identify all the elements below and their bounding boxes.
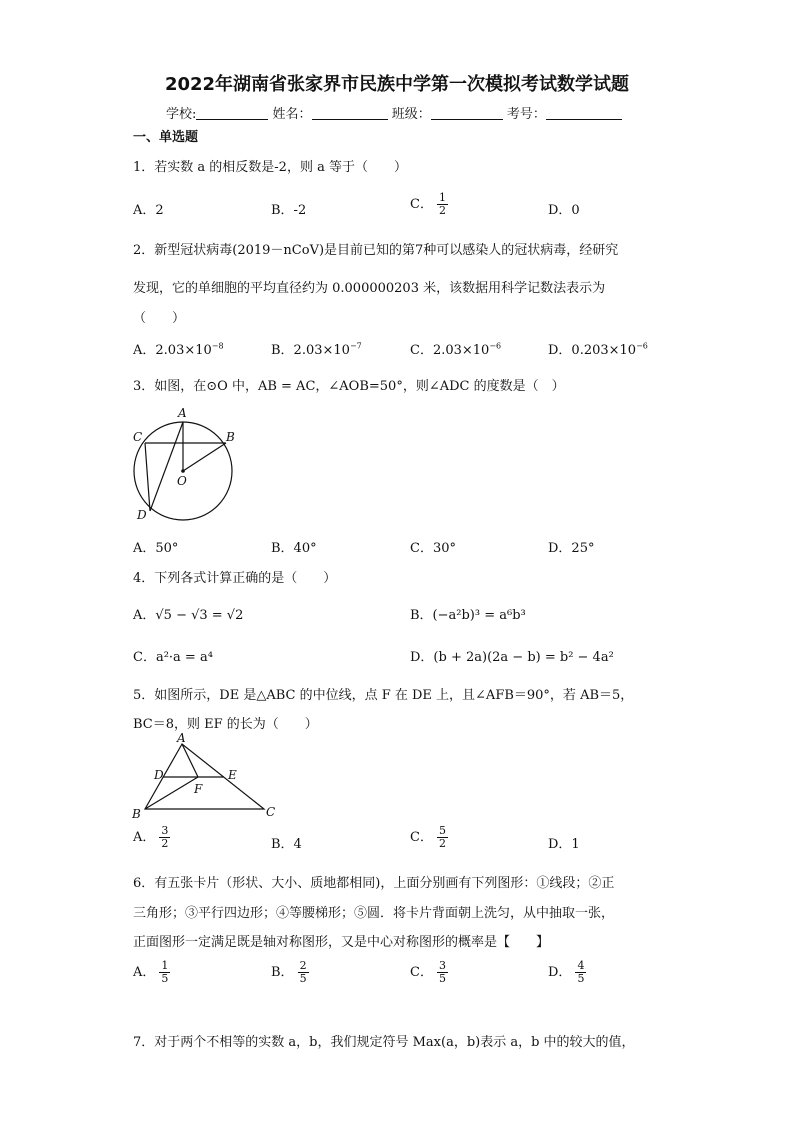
exponent: −6 (636, 341, 648, 351)
q4-option-d[interactable]: D．(b + 2a)(2a − b) = b² − 4a² (410, 650, 614, 665)
fraction-numerator: 3 (438, 959, 446, 972)
section-heading: 一、单选题 (133, 130, 199, 145)
fraction-denominator: 5 (161, 972, 169, 985)
q6-option-b[interactable] (271, 960, 309, 985)
q3-option-a[interactable]: A．50° (133, 541, 179, 556)
chord-cd (145, 443, 150, 511)
label-b: B (132, 807, 141, 819)
q1-option-d[interactable]: D．0 (548, 203, 580, 218)
exponent: −8 (211, 341, 224, 351)
question-7-stem: 7．对于两个不相等的实数 a，b，我们规定符号 Max(a，b)表示 a，b 中的较大的值， (133, 1035, 635, 1050)
q6-option-a[interactable] (133, 960, 170, 985)
question-6-line-2: 三角形；③平行四边形；④等腰梯形；⑤圆．将卡片背面朝上洗匀，从中抽取一张， (133, 906, 615, 921)
name-blank[interactable] (312, 107, 388, 120)
q1-option-c-label: C． (410, 197, 433, 212)
number-label: 考号： (506, 107, 546, 122)
q2-option-d-text: D．0.203×10 (548, 343, 637, 358)
label-a: A (178, 406, 187, 420)
q4-option-b[interactable]: B．(−a²b)³ = a⁶b³ (410, 608, 526, 623)
chord-ad (150, 422, 183, 511)
question-6-line-1: 6．有五张卡片（形状、大小、质地都相同)，上面分别画有下列图形：①线段；②正 (133, 876, 615, 891)
label-e: E (228, 768, 237, 782)
q6-option-b-label: B． (271, 965, 294, 980)
school-blank[interactable] (196, 107, 268, 120)
fraction-denominator: 5 (438, 972, 446, 985)
question-6-line-3: 正面图形一定满足既是轴对称图形，又是中心对称图形的概率是【 】 (133, 935, 550, 950)
school-label: 学校: (166, 107, 197, 122)
q1-option-a[interactable]: A．2 (133, 203, 164, 218)
fraction-numerator: 1 (438, 191, 446, 204)
q2-option-c-text: C．2.03×10 (410, 343, 490, 358)
q6-option-d[interactable] (548, 960, 586, 985)
q5-option-c-label: C． (410, 830, 433, 845)
center-dot (181, 469, 185, 473)
fraction-denominator: 2 (438, 204, 446, 217)
label-o: O (177, 474, 187, 488)
fraction (437, 825, 448, 850)
q6-option-a-label: A． (133, 965, 156, 980)
q4-option-c[interactable]: C．a²·a = a⁴ (133, 650, 213, 665)
question-5-line-2: BC＝8，则 EF 的长为（ ） (133, 717, 318, 732)
fraction-denominator: 2 (161, 837, 169, 850)
label-d: D (154, 768, 164, 782)
class-blank[interactable] (431, 107, 503, 120)
segment-bf (145, 777, 198, 809)
question-2-line-1: 2．新型冠状病毒(2019－nCoV)是目前已知的第7种可以感染人的冠状病毒，经研究 (133, 243, 619, 258)
number-blank[interactable] (546, 107, 622, 120)
label-b: B (226, 430, 235, 444)
question-2-line-2: 发现，它的单细胞的平均直径约为 0.000000203 米，该数据用科学记数法表示为 (133, 281, 606, 296)
q3-option-d[interactable]: D．25° (548, 541, 595, 556)
exponent: −6 (489, 341, 502, 351)
label-c: C (133, 430, 143, 444)
q5-option-a[interactable] (133, 825, 170, 850)
fraction-numerator: 4 (577, 959, 585, 972)
label-d: D (137, 508, 147, 522)
q2-option-b[interactable] (271, 339, 362, 358)
radius-ob (183, 443, 226, 471)
q2-option-c[interactable] (410, 339, 501, 358)
q3-option-c[interactable]: C．30° (410, 541, 456, 556)
fraction-numerator: 1 (161, 959, 169, 972)
q5-option-d[interactable]: D．1 (548, 837, 580, 852)
exam-title: 2022年湖南省张家界市民族中学第一次模拟考试数学试题 (164, 74, 630, 95)
q5-option-c[interactable] (410, 825, 448, 850)
fraction-denominator: 2 (438, 837, 446, 850)
fraction (159, 825, 170, 850)
fraction-denominator: 5 (299, 972, 307, 985)
name-label: 姓名： (272, 107, 312, 122)
q2-option-d[interactable] (548, 339, 648, 358)
student-info-line (166, 103, 622, 122)
label-f: F (194, 782, 203, 796)
fraction (437, 192, 448, 217)
q1-option-b[interactable]: B．-2 (271, 203, 307, 218)
question-3-stem: 3．如图，在⊙O 中，AB = AC，∠AOB=50°，则∠ADC 的度数是（ ） (133, 379, 565, 394)
exponent: −7 (349, 341, 362, 351)
label-a: A (177, 733, 186, 745)
circle-figure (128, 403, 238, 525)
fraction (437, 960, 448, 985)
q1-option-c[interactable] (410, 192, 448, 217)
q4-option-a[interactable]: A．√5 − √3 = √2 (133, 608, 244, 623)
q5-option-b[interactable]: B．4 (271, 837, 302, 852)
fraction (159, 960, 170, 985)
q2-option-a[interactable] (133, 339, 224, 358)
q6-option-c[interactable] (410, 960, 448, 985)
q3-option-b[interactable]: B．40° (271, 541, 317, 556)
q2-option-a-text: A．2.03×10 (133, 343, 212, 358)
question-1-stem: 1．若实数 a 的相反数是-2，则 a 等于（ ） (133, 160, 407, 175)
fraction-denominator: 5 (577, 972, 585, 985)
triangle-figure (130, 733, 282, 819)
fraction-numerator: 3 (161, 824, 169, 837)
question-4-stem: 4．下列各式计算正确的是（ ） (133, 571, 337, 586)
q6-option-c-label: C． (410, 965, 433, 980)
question-2-line-3: （ ） (133, 311, 186, 326)
fraction (575, 960, 586, 985)
q5-option-a-label: A． (133, 830, 156, 845)
q2-option-b-text: B．2.03×10 (271, 343, 350, 358)
q6-option-d-label: D． (548, 965, 572, 980)
fraction (298, 960, 309, 985)
question-5-line-1: 5．如图所示，DE 是△ABC 的中位线，点 F 在 DE 上，且∠AFB＝90°，若 AB＝5， (133, 688, 634, 703)
label-c: C (266, 805, 276, 819)
fraction-numerator: 2 (299, 959, 307, 972)
class-label: 班级： (391, 107, 431, 122)
segment-af (182, 744, 198, 777)
fraction-numerator: 5 (438, 824, 446, 837)
